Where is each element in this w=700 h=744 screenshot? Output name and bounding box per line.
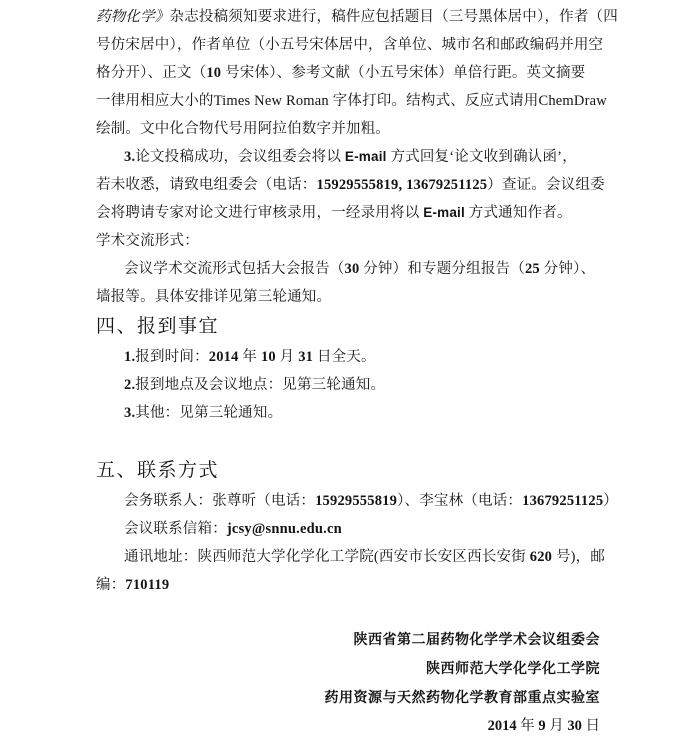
- text-segment: 年: [516, 718, 539, 734]
- text-segment: 绘制。文中化合物代号用阿拉伯数字并加粗。: [96, 121, 390, 137]
- text-segment: 分钟）和专题分组报告（: [359, 261, 525, 277]
- text-segment: 药用资源与天然药物化学教育部重点实验室: [324, 689, 600, 705]
- text-segment: 620: [529, 549, 553, 565]
- text-segment: 杂志投稿须知要求进行，稿件应包括题目（三号黑体居中），作者（四: [169, 9, 618, 25]
- text-segment: 通讯地址：陕西师范大学化学化工学院(西安市长安区西长安街: [124, 549, 530, 565]
- signature-key-laboratory: [96, 683, 600, 712]
- text-segment: 30: [344, 261, 360, 277]
- postal-code: 710119: [125, 577, 170, 593]
- line-exchange-format-2: [96, 283, 600, 311]
- text-segment: 30: [567, 718, 582, 734]
- email-address: jcsy@snnu.edu.cn: [226, 521, 342, 537]
- text-segment: 墙报等。具体安排详见第三轮通知。: [96, 289, 332, 305]
- text-segment: 号宋体）、参考文献（小五号宋体）单倍行距。英文摘要: [221, 65, 586, 81]
- text-segment: 号仿宋居中），作者单位（小五号宋体居中，含单位、城市名和邮政编码并用空: [96, 37, 604, 53]
- line-registration-place: [96, 371, 600, 399]
- text-segment: 分钟）、: [539, 261, 596, 277]
- line-contact-persons: [96, 487, 618, 515]
- text-segment: 会务联系人：张尊听（电话：: [124, 493, 316, 509]
- text-segment: 31: [298, 349, 314, 365]
- text-segment: 25: [524, 261, 540, 277]
- line-mailing-address-2: [96, 571, 600, 599]
- text-segment: E-mail: [344, 149, 387, 164]
- text-segment: 陕西师范大学化学化工学院: [426, 660, 600, 676]
- line-registration-other: [96, 399, 600, 427]
- text-segment: 会议学术交流形式包括大会报告（: [124, 261, 345, 277]
- text-segment: 四、报到事宜: [96, 316, 220, 337]
- text-segment: 10: [206, 65, 222, 81]
- line-exchange-format-label: [96, 227, 600, 255]
- line-submission-guidelines-1: [96, 3, 618, 31]
- text-segment: 3.: [124, 405, 136, 421]
- text-segment: 一律用相应大小的Times New Roman 字体打印。结构式、反应式请用ChemDraw: [96, 93, 607, 109]
- text-segment: 五、联系方式: [96, 460, 220, 481]
- heading-section-four: [96, 311, 600, 343]
- text-segment: 其他：见第三轮通知。: [135, 405, 283, 421]
- text-segment: 学术交流形式：: [96, 233, 199, 249]
- text-segment: ）、李宝林（电话：: [397, 493, 523, 509]
- text-segment: 2014: [487, 718, 517, 734]
- signature-organizing-committee: [96, 625, 600, 654]
- text-segment: ）查证。会议组委: [487, 177, 605, 193]
- text-segment: 会议联系信箱：: [124, 521, 227, 537]
- line-submission-guidelines-2: [96, 31, 604, 59]
- line-submission-guidelines-3: [96, 59, 600, 87]
- text-segment: 2014: [208, 349, 239, 365]
- text-segment: E-mail: [423, 205, 465, 220]
- line-item3-confirmation-3: [96, 199, 600, 227]
- text-segment: 月: [275, 349, 299, 365]
- text-segment: 年: [238, 349, 261, 365]
- line-mailing-address-1: [96, 543, 606, 571]
- text-segment: 日: [581, 718, 600, 734]
- text-segment: 会将聘请专家对论文进行审核录用，一经录用将以: [96, 205, 424, 221]
- text-segment: 方式回复‘论文收到确认函’，: [386, 149, 577, 165]
- line-exchange-format-1: [96, 255, 600, 283]
- line-submission-guidelines-4: [96, 87, 607, 115]
- text-segment: 3.: [124, 149, 136, 165]
- contact-phone-2: 13679251125: [522, 493, 604, 509]
- line-item3-confirmation-2: [96, 171, 605, 199]
- line-submission-guidelines-5: [96, 115, 600, 143]
- line-registration-time: [96, 343, 600, 371]
- text-segment: 日全天。: [313, 349, 376, 365]
- text-segment: 号)，邮: [552, 549, 606, 565]
- journal-name: 药物化学》: [96, 9, 170, 25]
- text-segment: 编：: [96, 577, 126, 593]
- text-segment: ）: [603, 493, 618, 509]
- text-segment: 2.: [124, 377, 136, 393]
- text-segment: 月: [545, 718, 568, 734]
- text-segment: 报到地点及会议地点：见第三轮通知。: [135, 377, 386, 393]
- text-segment: 1.: [124, 349, 136, 365]
- text-segment: 陕西省第二届药物化学学术会议组委会: [353, 631, 600, 647]
- line-item3-confirmation-1: [96, 143, 600, 171]
- text-segment: 9: [538, 718, 546, 734]
- text-segment: 若未收悉，请致电组委会（电话：: [96, 177, 317, 193]
- signature-college: [96, 654, 600, 683]
- text-segment: 10: [260, 349, 276, 365]
- heading-section-five: [96, 455, 600, 487]
- line-contact-email: [96, 515, 600, 543]
- text-segment: 论文投稿成功，会议组委会将以: [135, 149, 345, 165]
- text-segment: 方式通知作者。: [464, 205, 572, 221]
- committee-phone-numbers: 15929555819, 13679251125: [316, 177, 488, 193]
- signature-date: [96, 712, 600, 741]
- text-segment: 报到时间：: [135, 349, 209, 365]
- contact-phone-1: 15929555819: [315, 493, 398, 509]
- text-segment: 格分开）、正文（: [96, 65, 207, 81]
